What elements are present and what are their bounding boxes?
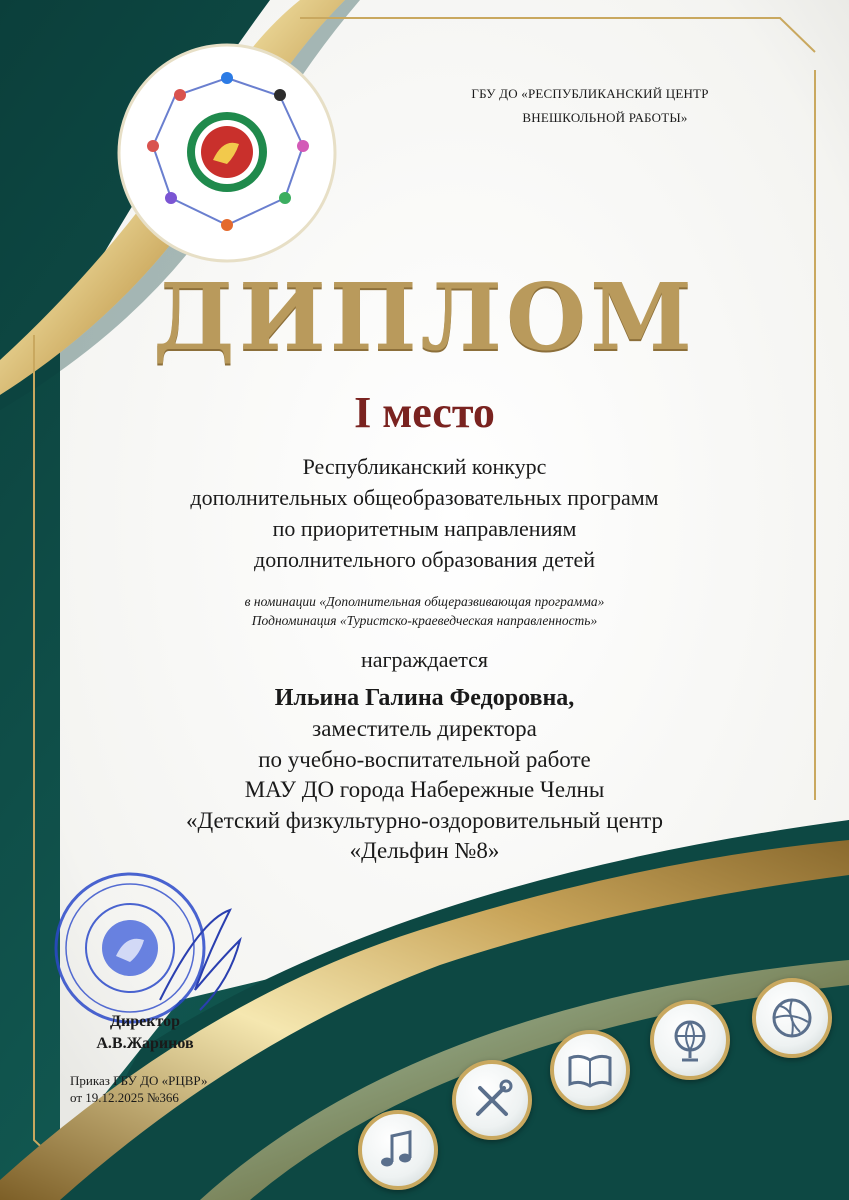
contest-name bbox=[0, 451, 849, 575]
organization-header bbox=[430, 82, 750, 130]
position-line: «Дельфин №8» bbox=[349, 838, 500, 863]
signature bbox=[140, 900, 260, 1020]
tools-icon bbox=[452, 1060, 532, 1140]
position-line: заместитель директора bbox=[312, 716, 537, 741]
position-line: МАУ ДО города Набережные Челны bbox=[244, 777, 605, 802]
signature-name: А.В.Жаринов bbox=[96, 1035, 194, 1052]
contest-line: по приоритетным направлениям bbox=[272, 516, 577, 541]
diploma-title: ДИПЛОМ bbox=[153, 263, 696, 371]
recipient-position bbox=[0, 714, 849, 867]
signature-role: Директор bbox=[110, 1013, 180, 1030]
position-line: по учебно-воспитательной работе bbox=[258, 746, 591, 772]
volleyball-icon bbox=[752, 978, 832, 1058]
globe-icon bbox=[650, 1000, 730, 1080]
nomination-line-1: в номинации «Дополнительная общеразвивающая программа» bbox=[244, 594, 605, 609]
nomination bbox=[0, 592, 849, 630]
center-logo bbox=[135, 60, 320, 245]
contest-line: дополнительных общеобразовательных программ bbox=[190, 485, 659, 510]
awarded-label: награждается bbox=[360, 647, 488, 672]
place-label: I место bbox=[354, 388, 495, 437]
contest-line: дополнительного образования детей bbox=[254, 547, 595, 572]
contest-line: Республиканский конкурс bbox=[302, 454, 547, 479]
organization-line-1: ГБУ ДО «РЕСПУБЛИКАНСКИЙ ЦЕНТР bbox=[471, 86, 709, 101]
book-icon bbox=[550, 1030, 630, 1110]
position-line: «Детский физкультурно-оздоровительный центр bbox=[186, 807, 663, 833]
nomination-line-2: Подноминация «Туристско-краеведческая направленность» bbox=[251, 613, 598, 628]
order-reference bbox=[70, 1072, 207, 1106]
signature-block bbox=[60, 1011, 230, 1055]
recipient-name: Ильина Галина Федоровна, bbox=[274, 685, 575, 711]
order-line-2: от 19.12.2025 №366 bbox=[70, 1090, 179, 1105]
organization-line-2: ВНЕШКОЛЬНОЙ РАБОТЫ» bbox=[522, 110, 688, 125]
music-note-icon bbox=[358, 1110, 438, 1190]
order-line-1: Приказ ГБУ ДО «РЦВР» bbox=[70, 1073, 208, 1088]
